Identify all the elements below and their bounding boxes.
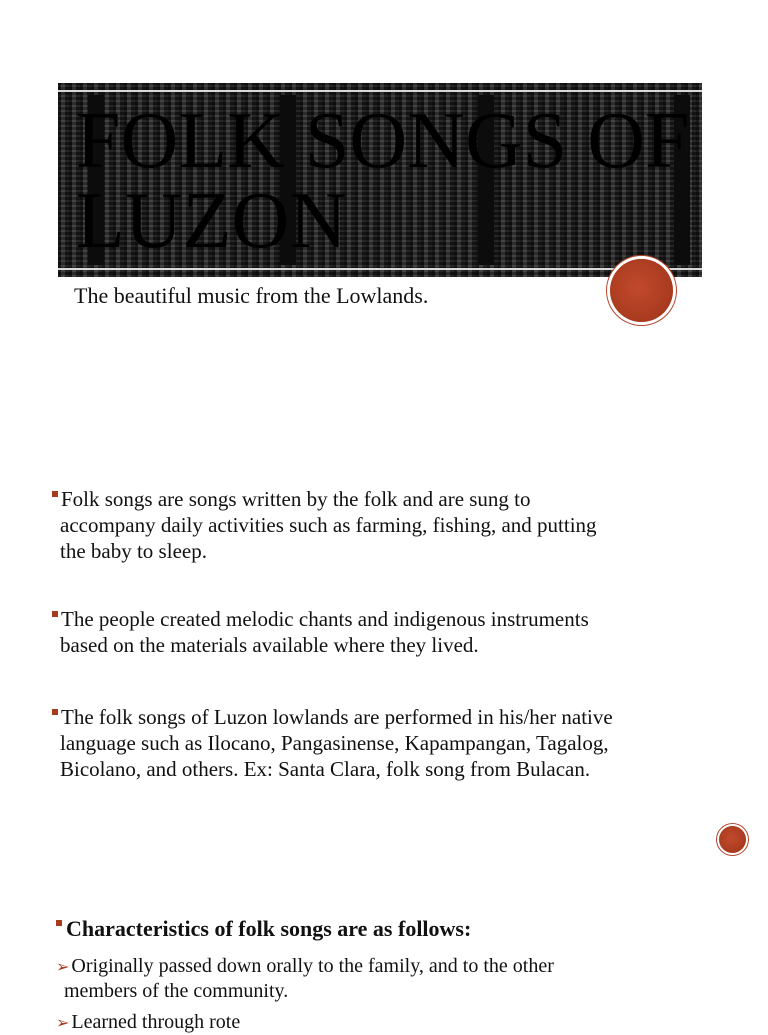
sub-line: members of the community.: [64, 980, 289, 1002]
slide-title-line1: FOLK SONGS OF: [76, 97, 690, 185]
bullet-line: language such as Ilocano, Pangasinense, Kapampangan, Tagalog,: [60, 731, 609, 755]
bullet-line: the baby to sleep.: [60, 539, 207, 563]
square-bullet-icon: [52, 611, 58, 617]
bullet-line: The folk songs of Luzon lowlands are performed in his/her native: [61, 705, 613, 729]
arrow-bullet-icon: ➢: [56, 957, 70, 976]
bullet-item: [52, 486, 732, 564]
slide-title: [76, 97, 696, 265]
slide-title-line2: LUZON: [76, 177, 348, 265]
arrow-bullet-icon: ➢: [56, 1013, 70, 1032]
square-bullet-icon: [52, 491, 58, 497]
banner-top-rule: [58, 90, 702, 92]
bullet-line: based on the materials available where they lived.: [60, 633, 479, 657]
sub-line: Learned through rote: [71, 1011, 241, 1033]
title-banner: [58, 83, 702, 277]
title-slide: [0, 0, 768, 444]
square-bullet-icon: [56, 920, 62, 926]
bullet-item: [52, 704, 732, 782]
bullet-line: The people created melodic chants and indigenous instruments: [61, 607, 589, 631]
content-slide: [0, 444, 768, 1033]
decorative-circle-icon: [610, 259, 673, 322]
slide-subtitle: The beautiful music from the Lowlands.: [74, 283, 429, 308]
decorative-circle-icon: [719, 826, 746, 853]
sub-item: [56, 1010, 716, 1035]
bullet-item: [52, 606, 732, 658]
bullet-line: Folk songs are songs written by the folk and are sung to: [61, 487, 531, 511]
characteristics-heading: [56, 916, 471, 942]
square-bullet-icon: [52, 709, 58, 715]
bullet-line: accompany daily activities such as farming, fishing, and putting: [60, 513, 597, 537]
bullet-line: Bicolano, and others. Ex: Santa Clara, folk song from Bulacan.: [60, 757, 591, 781]
heading-text: Characteristics of folk songs are as follows:: [66, 916, 472, 941]
sub-item: [56, 954, 716, 1004]
banner-bottom-rule: [58, 268, 702, 270]
sub-line: Originally passed down orally to the family, and to the other: [71, 955, 554, 977]
